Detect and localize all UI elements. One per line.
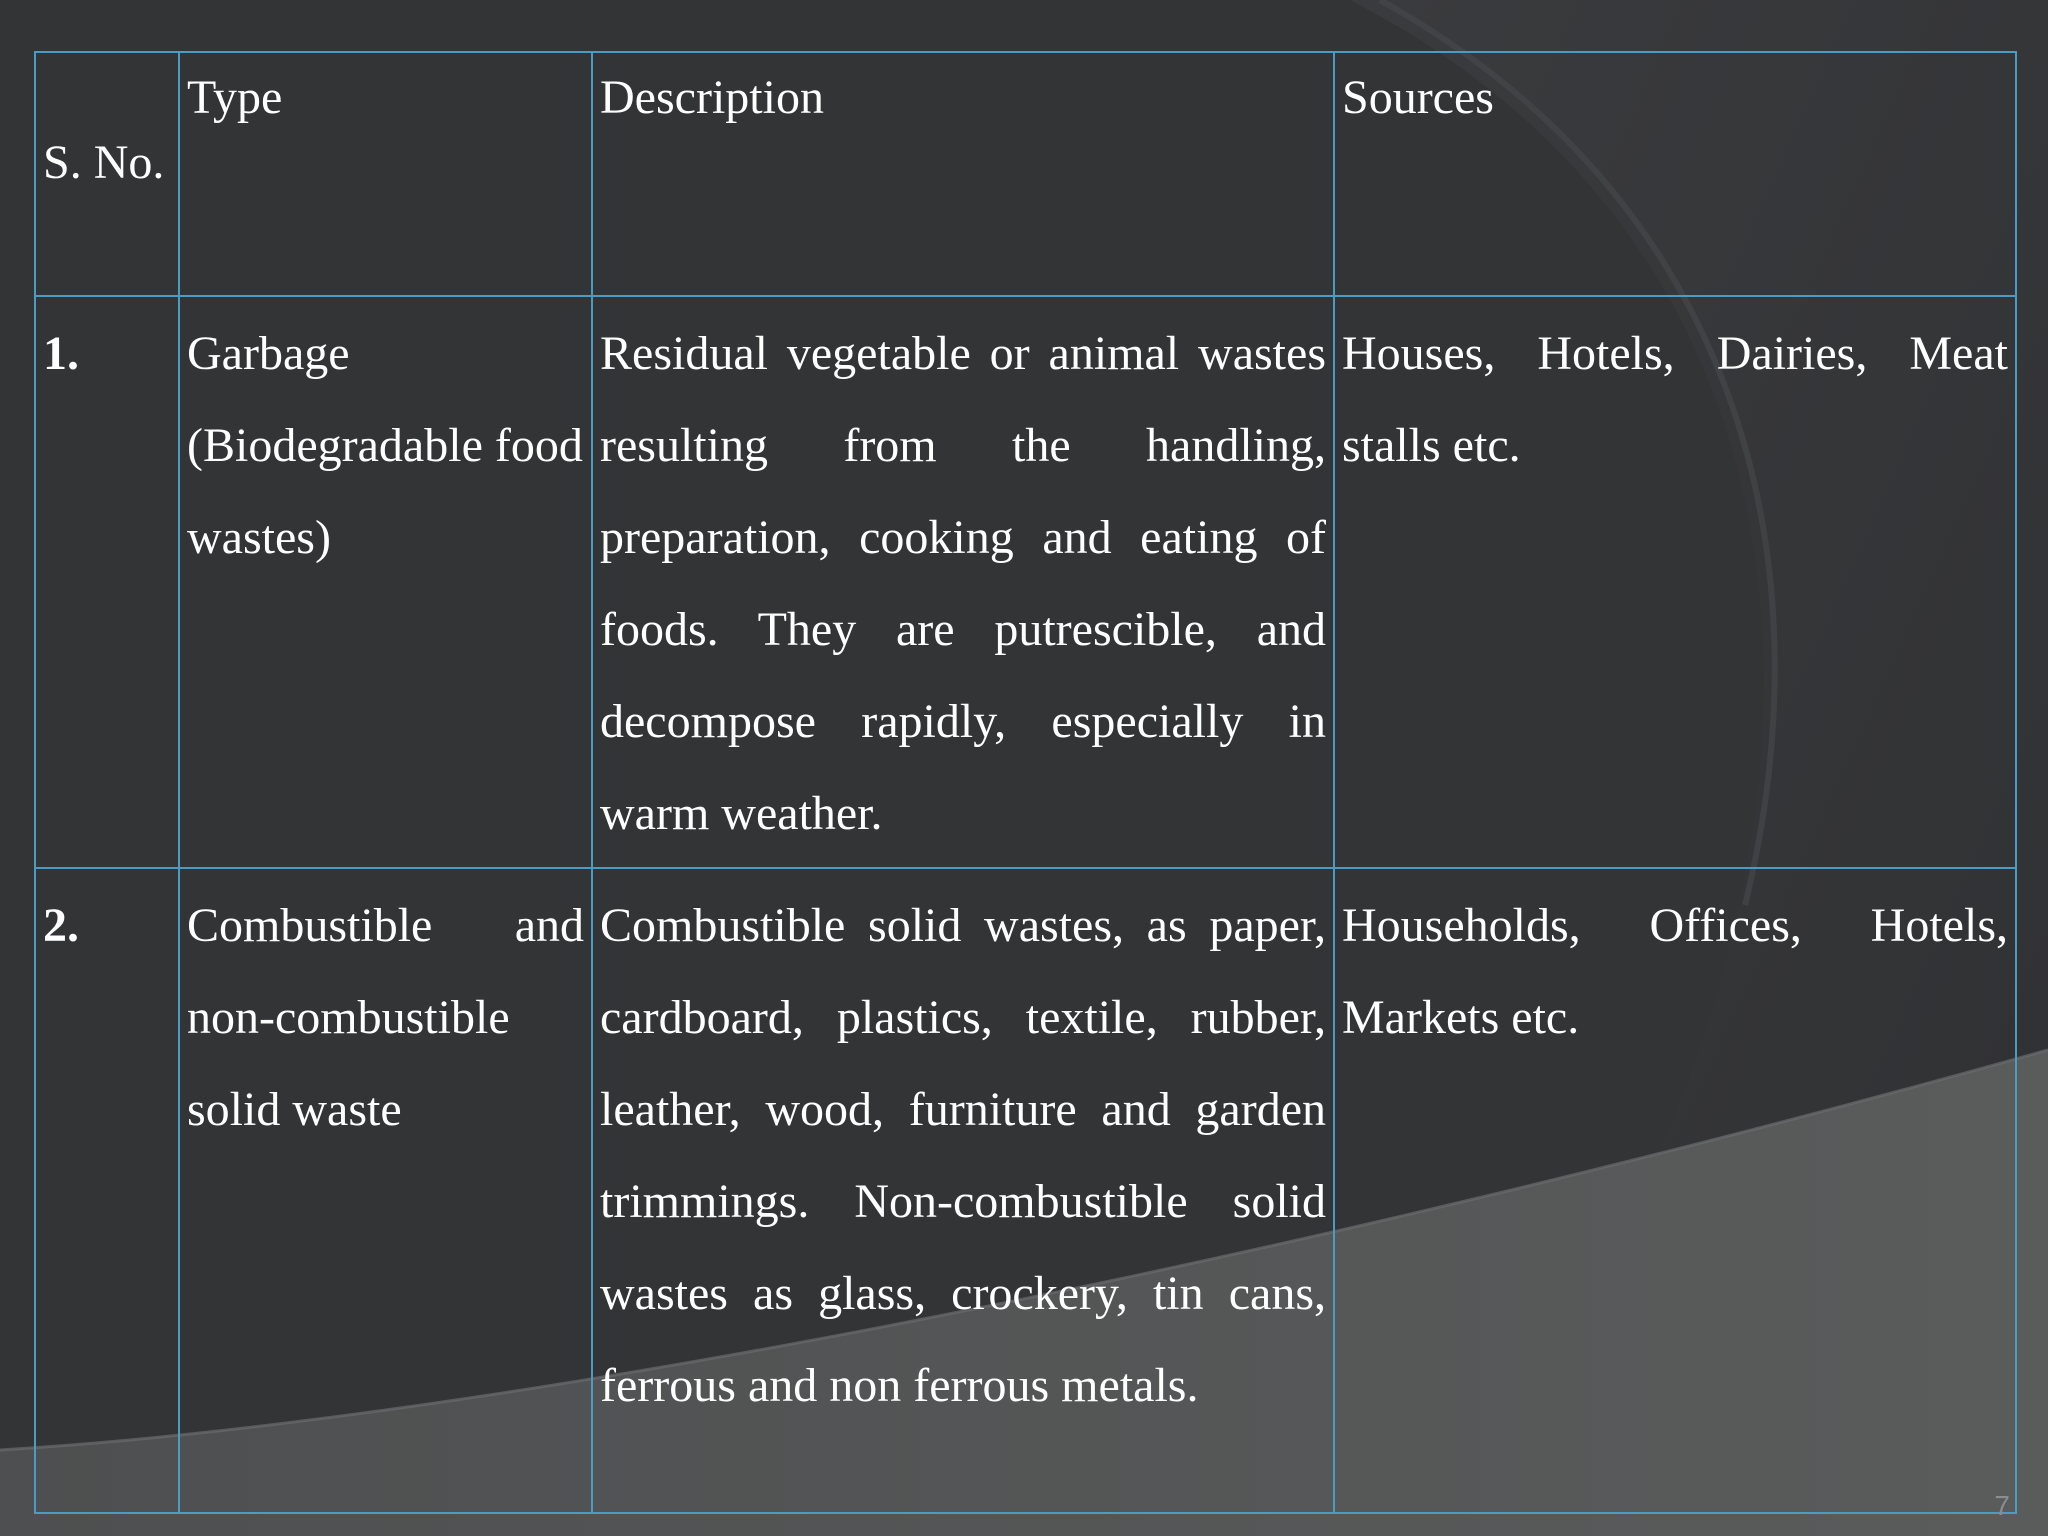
header-sources: Sources — [1334, 52, 2016, 296]
table-header-row — [35, 52, 2016, 296]
row-sources: Houses, Hotels, Dairies, Meat stalls etc. — [1334, 296, 2016, 868]
row-sno: 2. — [35, 868, 179, 1513]
waste-types-table — [34, 51, 2017, 1514]
row-type: Garbage (Biodegradable food wastes) — [179, 296, 592, 868]
row-description: Combustible solid wastes, as paper, cardboard, plastics, textile, rubber, leather, wood, furniture and garden trimmings. Non-combustible solid wastes as glass, crockery, tin cans, ferrous and non ferrous metals. — [592, 868, 1334, 1513]
row-sources: Households, Offices, Hotels, Markets etc. — [1334, 868, 2016, 1513]
header-type: Type — [179, 52, 592, 296]
header-description: Description — [592, 52, 1334, 296]
table-row — [35, 868, 2016, 1513]
row-sno: 1. — [35, 296, 179, 868]
header-sno: S. No. — [35, 52, 179, 296]
page-number: 7 — [1994, 1490, 2010, 1521]
row-type: Combustible and non-combustible solid waste — [179, 868, 592, 1513]
row-description: Residual vegetable or animal wastes resulting from the handling, preparation, cooking and eating of foods. They are putrescible, and decompose rapidly, especially in warm weather. — [592, 296, 1334, 868]
table-row — [35, 296, 2016, 868]
